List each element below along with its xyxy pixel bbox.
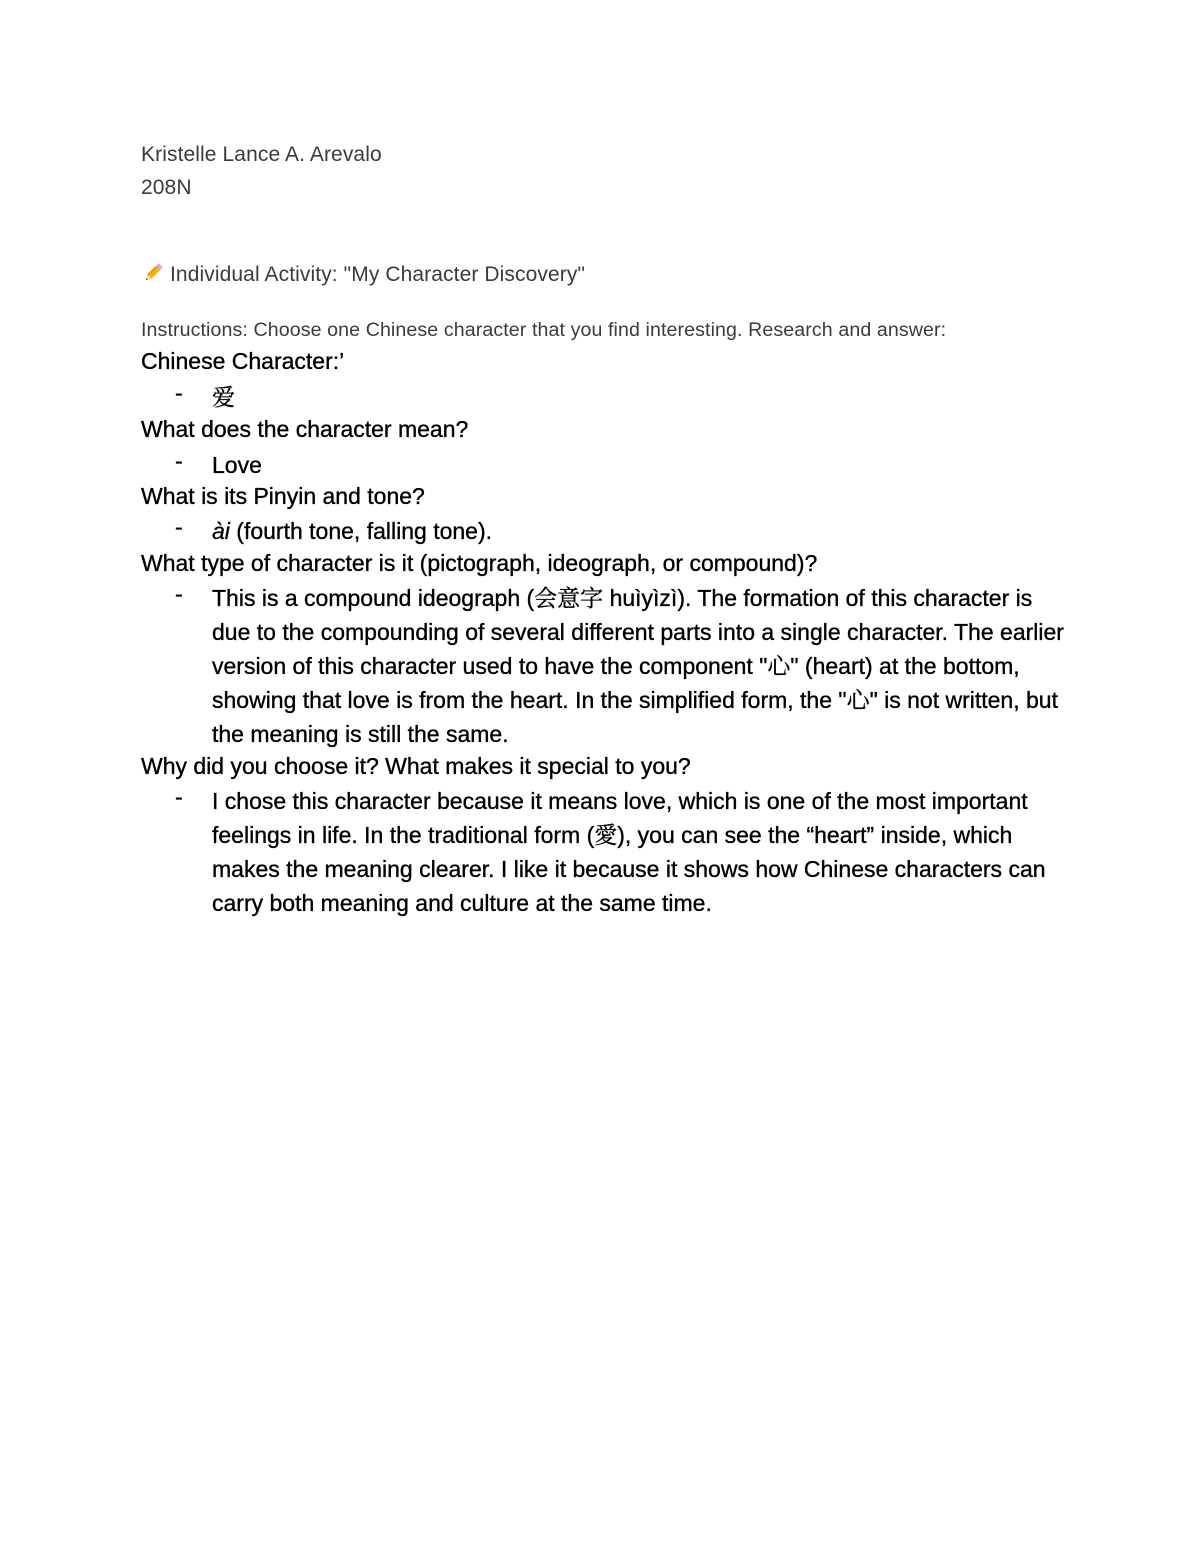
question-why-chosen: Why did you choose it? What makes it special to you?	[141, 753, 691, 779]
bullet-dash: -	[175, 380, 183, 406]
section-label: 208N	[141, 176, 192, 199]
pencil-icon	[141, 261, 165, 285]
answer-tone: (fourth tone, falling tone).	[229, 518, 493, 544]
bullet-dash: -	[175, 581, 183, 607]
answer-pinyin-line	[212, 514, 1077, 548]
question-chinese-character: Chinese Character:’	[141, 348, 345, 374]
question-pinyin: What is its Pinyin and tone?	[141, 483, 425, 509]
answer-why-chosen: I chose this character because it means love, which is one of the most important feelings in life. In the traditional form (愛), you can see the “heart” inside, which makes the meaning clearer. I like it because it shows how Chinese characters can carry both meaning and culture at the same time.	[212, 788, 1046, 916]
activity-title-line	[141, 261, 585, 287]
answer-character-type: This is a compound ideograph (会意字 huìyìzì). The formation of this character is due to the compounding of several different parts into a single character. The earlier version of this character used to have the component "心" (heart) at the bottom, showing that love is from the heart. In the simplified form, the "心" is not written, but the meaning is still the same.	[212, 585, 1064, 747]
answer-meaning: Love	[212, 452, 262, 478]
instructions-text: Instructions: Choose one Chinese character that you find interesting. Research and answer:	[141, 319, 947, 341]
bullet-dash: -	[175, 514, 183, 540]
bullet-dash: -	[175, 784, 183, 810]
bullet-dash: -	[175, 448, 183, 474]
activity-title: Individual Activity: "My Character Discovery"	[170, 263, 586, 286]
answer-character: 爱	[212, 384, 235, 410]
answer-pinyin: ài	[212, 518, 230, 544]
question-meaning: What does the character mean?	[141, 416, 469, 442]
student-name: Kristelle Lance A. Arevalo	[141, 143, 382, 166]
question-character-type: What type of character is it (pictograph, ideograph, or compound)?	[141, 550, 818, 576]
